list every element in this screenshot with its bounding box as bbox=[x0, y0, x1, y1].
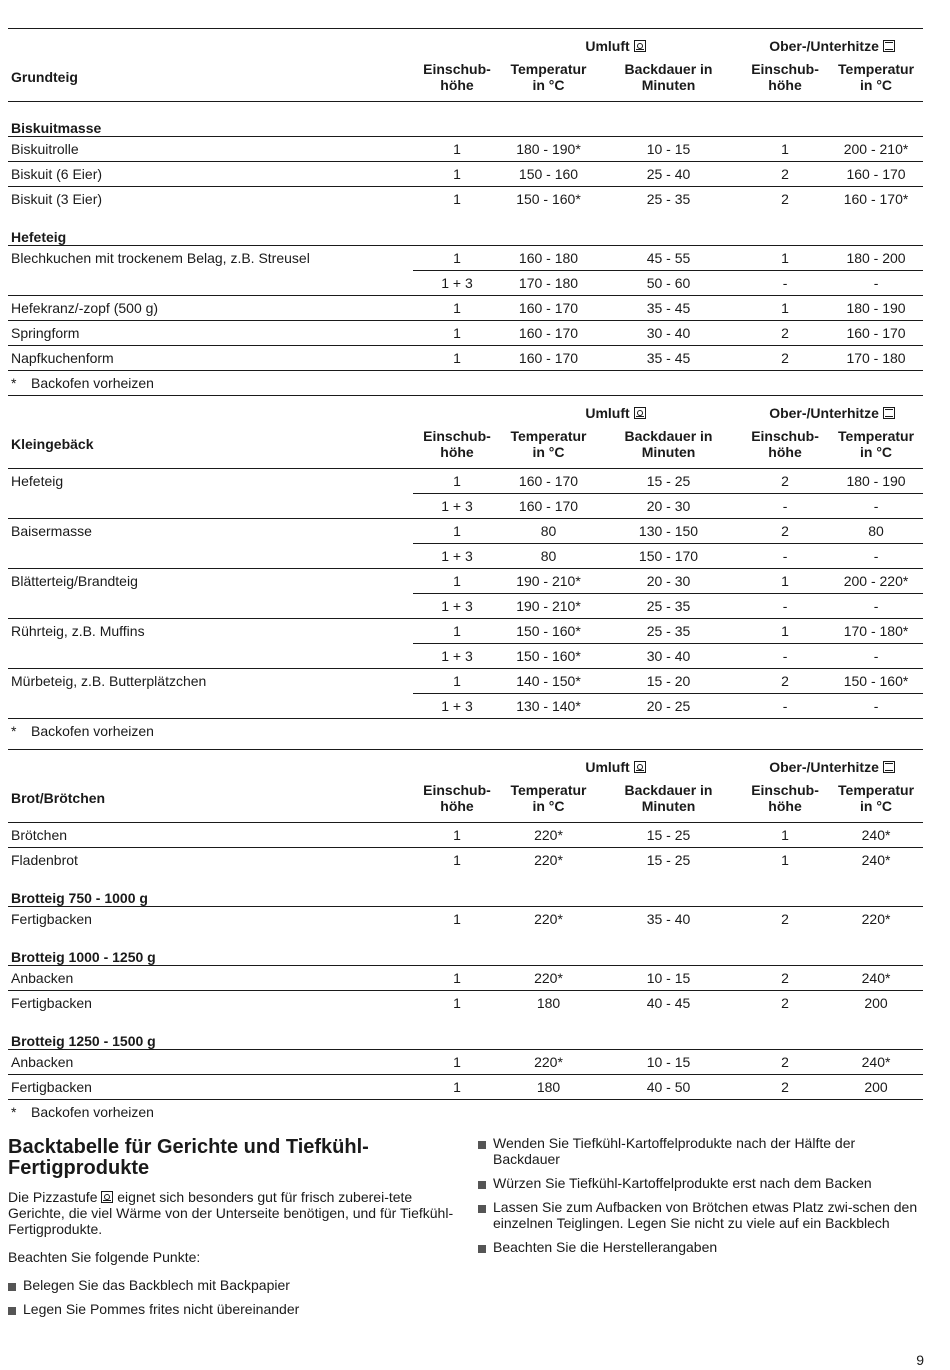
umluft-header bbox=[413, 750, 741, 779]
umluft-temperature: 160 - 170 bbox=[501, 296, 596, 321]
group-title-row bbox=[8, 872, 923, 907]
footnote-star: * bbox=[11, 723, 17, 739]
oberunter-temperature: 200 bbox=[829, 991, 923, 1016]
umluft-shelf: 1 + 3 bbox=[413, 594, 501, 619]
table-row bbox=[8, 594, 923, 619]
umluft-temperature: 220* bbox=[501, 907, 596, 932]
oberunter-shelf: 2 bbox=[741, 966, 829, 991]
baking-time: 15 - 25 bbox=[596, 823, 741, 848]
baking-time: 130 - 150 bbox=[596, 519, 741, 544]
oberunter-temperature: 170 - 180 bbox=[829, 346, 923, 371]
footnote bbox=[8, 1100, 923, 1124]
baking-table-block bbox=[8, 395, 923, 743]
dish-name: Springform bbox=[8, 321, 413, 346]
umluft-shelf: 1 bbox=[413, 619, 501, 644]
umluft-temperature: 150 - 160* bbox=[501, 187, 596, 212]
dish-name: Hefeteig bbox=[8, 469, 413, 494]
oberunter-shelf: 2 bbox=[741, 187, 829, 212]
baking-time: 20 - 25 bbox=[596, 694, 741, 719]
temperature-header bbox=[829, 424, 923, 469]
baking-time: 15 - 25 bbox=[596, 848, 741, 873]
oberunter-label: Ober-/Unterhitze bbox=[769, 759, 879, 775]
header-line: höhe bbox=[440, 798, 474, 814]
baking-time: 150 - 170 bbox=[596, 544, 741, 569]
dish-name: Biskuit (3 Eier) bbox=[8, 187, 413, 212]
baking-time: 35 - 45 bbox=[596, 346, 741, 371]
dish-name: Napfkuchenform bbox=[8, 346, 413, 371]
group-title: Brotteig 750 - 1000 g bbox=[11, 890, 148, 906]
table-heading: Kleingebäck bbox=[11, 436, 94, 452]
oberunter-shelf: 1 bbox=[741, 823, 829, 848]
umluft-shelf: 1 bbox=[413, 187, 501, 212]
oberunter-temperature: - bbox=[829, 494, 923, 519]
table-row bbox=[8, 1050, 923, 1075]
umluft-shelf: 1 bbox=[413, 966, 501, 991]
umluft-shelf: 1 bbox=[413, 669, 501, 694]
oberunter-shelf: 2 bbox=[741, 162, 829, 187]
header-line: in °C bbox=[532, 444, 565, 460]
table-row bbox=[8, 991, 923, 1016]
umluft-shelf: 1 bbox=[413, 296, 501, 321]
baking-time: 45 - 55 bbox=[596, 246, 741, 271]
umluft-shelf: 1 bbox=[413, 162, 501, 187]
baking-table-block bbox=[8, 28, 923, 395]
table-mode-header bbox=[8, 750, 923, 779]
table-row bbox=[8, 823, 923, 848]
umluft-temperature: 130 - 140* bbox=[501, 694, 596, 719]
baking-time-header bbox=[596, 57, 741, 102]
oberunter-temperature: 160 - 170* bbox=[829, 187, 923, 212]
umluft-temperature: 180 bbox=[501, 1075, 596, 1100]
baking-time: 25 - 40 bbox=[596, 162, 741, 187]
umluft-shelf: 1 bbox=[413, 823, 501, 848]
table-column-header bbox=[8, 57, 923, 102]
shelf-level-header bbox=[413, 778, 501, 823]
oberunter-header bbox=[741, 396, 923, 425]
baking-time: 30 - 40 bbox=[596, 644, 741, 669]
umluft-shelf: 1 bbox=[413, 321, 501, 346]
dish-name bbox=[8, 644, 413, 669]
top-bottom-heat-icon bbox=[883, 40, 895, 52]
section-title-line-2: Fertigprodukte bbox=[8, 1157, 150, 1179]
umluft-temperature: 220* bbox=[501, 848, 596, 873]
footnote bbox=[8, 371, 923, 395]
umluft-temperature: 170 - 180 bbox=[501, 271, 596, 296]
section-intro bbox=[8, 1189, 458, 1237]
umluft-shelf: 1 bbox=[413, 991, 501, 1016]
oberunter-temperature: 180 - 190 bbox=[829, 296, 923, 321]
oberunter-shelf: 2 bbox=[741, 669, 829, 694]
baking-time: 40 - 45 bbox=[596, 991, 741, 1016]
umluft-temperature: 190 - 210* bbox=[501, 594, 596, 619]
oberunter-shelf: 2 bbox=[741, 321, 829, 346]
dish-name: Baisermasse bbox=[8, 519, 413, 544]
bullet-item: Würzen Sie Tiefkühl-Kartoffelprodukte erst nach dem Backen bbox=[478, 1175, 923, 1191]
table-heading: Grundteig bbox=[11, 69, 78, 85]
shelf-level-header bbox=[741, 778, 829, 823]
header-line: Einschub- bbox=[751, 428, 819, 444]
header-line: Temperatur bbox=[838, 61, 915, 77]
table-row bbox=[8, 544, 923, 569]
bullet-item: Lassen Sie zum Aufbacken von Brötchen etwas Platz zwi-schen den einzelnen Teiglingen. Legen Sie nicht zu viele auf ein Backblech bbox=[478, 1199, 923, 1231]
table-row bbox=[8, 162, 923, 187]
header-line: in °C bbox=[860, 798, 893, 814]
header-line: Temperatur bbox=[510, 428, 587, 444]
oberunter-shelf: 2 bbox=[741, 991, 829, 1016]
umluft-temperature: 80 bbox=[501, 519, 596, 544]
umluft-temperature: 150 - 160 bbox=[501, 162, 596, 187]
baking-time: 10 - 15 bbox=[596, 137, 741, 162]
page-number: 9 bbox=[916, 1352, 924, 1368]
baking-time: 25 - 35 bbox=[596, 619, 741, 644]
umluft-shelf: 1 bbox=[413, 848, 501, 873]
oberunter-temperature: 170 - 180* bbox=[829, 619, 923, 644]
umluft-temperature: 160 - 170 bbox=[501, 321, 596, 346]
table-row bbox=[8, 966, 923, 991]
dish-name bbox=[8, 594, 413, 619]
temperature-header bbox=[829, 778, 923, 823]
section-left-column bbox=[8, 1135, 458, 1325]
baking-time: 20 - 30 bbox=[596, 494, 741, 519]
oberunter-shelf: 2 bbox=[741, 519, 829, 544]
bullet-item: Legen Sie Pommes frites nicht übereinander bbox=[8, 1301, 458, 1317]
group-title-row bbox=[8, 931, 923, 966]
oberunter-temperature: 200 - 210* bbox=[829, 137, 923, 162]
table-row bbox=[8, 296, 923, 321]
umluft-shelf: 1 bbox=[413, 469, 501, 494]
baking-table bbox=[8, 28, 923, 371]
shelf-level-header bbox=[413, 57, 501, 102]
left-bullet-list bbox=[8, 1277, 458, 1317]
umluft-temperature: 180 - 190* bbox=[501, 137, 596, 162]
oberunter-temperature: 240* bbox=[829, 966, 923, 991]
baking-time-header bbox=[596, 778, 741, 823]
oberunter-temperature: 200 bbox=[829, 1075, 923, 1100]
umluft-shelf: 1 + 3 bbox=[413, 494, 501, 519]
dish-name: Mürbeteig, z.B. Butterplätzchen bbox=[8, 669, 413, 694]
umluft-label: Umluft bbox=[585, 405, 630, 421]
section-title-line-1: Backtabelle für Gerichte und Tiefkühl- bbox=[8, 1136, 369, 1158]
oberunter-temperature: 180 - 190 bbox=[829, 469, 923, 494]
group-title: Biskuitmasse bbox=[8, 102, 923, 137]
oberunter-shelf: - bbox=[741, 644, 829, 669]
baking-time-header bbox=[596, 424, 741, 469]
header-line: Backdauer in bbox=[624, 428, 713, 444]
shelf-level-header bbox=[413, 424, 501, 469]
bullet-item: Beachten Sie die Herstellerangaben bbox=[478, 1239, 923, 1255]
oberunter-shelf: 2 bbox=[741, 1050, 829, 1075]
header-line: Einschub- bbox=[423, 428, 491, 444]
footnote-star: * bbox=[11, 375, 17, 391]
temperature-header bbox=[501, 57, 596, 102]
table-column-header bbox=[8, 778, 923, 823]
dish-name: Rührteig, z.B. Muffins bbox=[8, 619, 413, 644]
table-row bbox=[8, 519, 923, 544]
baking-time: 35 - 40 bbox=[596, 907, 741, 932]
baking-table-block bbox=[8, 749, 923, 1124]
umluft-shelf: 1 + 3 bbox=[413, 544, 501, 569]
table-row bbox=[8, 569, 923, 594]
table-row bbox=[8, 848, 923, 873]
footnote-text: Backofen vorheizen bbox=[31, 723, 154, 739]
header-line: Einschub- bbox=[751, 782, 819, 798]
footnote bbox=[8, 719, 923, 743]
baking-time: 10 - 15 bbox=[596, 1050, 741, 1075]
header-line: Temperatur bbox=[510, 782, 587, 798]
oberunter-temperature: 240* bbox=[829, 823, 923, 848]
table-row bbox=[8, 644, 923, 669]
baking-time: 15 - 25 bbox=[596, 469, 741, 494]
oberunter-header bbox=[741, 29, 923, 58]
dish-name: Biskuit (6 Eier) bbox=[8, 162, 413, 187]
dish-name: Fertigbacken bbox=[8, 1075, 413, 1100]
header-line: höhe bbox=[440, 77, 474, 93]
header-line: Minuten bbox=[641, 77, 696, 93]
dish-name: Blechkuchen mit trockenem Belag, z.B. Streusel bbox=[8, 246, 413, 271]
header-line: Temperatur bbox=[838, 428, 915, 444]
table-row bbox=[8, 494, 923, 519]
footnote-text: Backofen vorheizen bbox=[31, 375, 154, 391]
umluft-shelf: 1 bbox=[413, 1050, 501, 1075]
umluft-shelf: 1 bbox=[413, 137, 501, 162]
baking-time: 15 - 20 bbox=[596, 669, 741, 694]
oberunter-temperature: 150 - 160* bbox=[829, 669, 923, 694]
baking-table bbox=[8, 749, 923, 1100]
section-title bbox=[8, 1137, 458, 1179]
table-mode-header bbox=[8, 29, 923, 58]
top-bottom-heat-icon bbox=[883, 407, 895, 419]
fan-heat-icon bbox=[634, 761, 646, 773]
header-line: höhe bbox=[768, 444, 802, 460]
dish-name: Anbacken bbox=[8, 966, 413, 991]
section-note-heading: Beachten Sie folgende Punkte: bbox=[8, 1249, 201, 1265]
pizza-setting-icon bbox=[101, 1191, 113, 1203]
group-title-row bbox=[8, 102, 923, 137]
header-line: in °C bbox=[532, 77, 565, 93]
bullet-item: Belegen Sie das Backblech mit Backpapier bbox=[8, 1277, 458, 1293]
oberunter-shelf: - bbox=[741, 494, 829, 519]
oberunter-shelf: - bbox=[741, 544, 829, 569]
umluft-header bbox=[413, 396, 741, 425]
oberunter-temperature: 180 - 200 bbox=[829, 246, 923, 271]
header-line: höhe bbox=[440, 444, 474, 460]
umluft-temperature: 150 - 160* bbox=[501, 644, 596, 669]
oberunter-shelf: - bbox=[741, 271, 829, 296]
oberunter-temperature: - bbox=[829, 544, 923, 569]
umluft-shelf: 1 bbox=[413, 907, 501, 932]
umluft-shelf: 1 bbox=[413, 346, 501, 371]
umluft-shelf: 1 + 3 bbox=[413, 644, 501, 669]
table-row bbox=[8, 907, 923, 932]
dish-name: Anbacken bbox=[8, 1050, 413, 1075]
oberunter-temperature: 200 - 220* bbox=[829, 569, 923, 594]
umluft-temperature: 220* bbox=[501, 823, 596, 848]
umluft-shelf: 1 + 3 bbox=[413, 271, 501, 296]
oberunter-shelf: 2 bbox=[741, 907, 829, 932]
table-row bbox=[8, 346, 923, 371]
group-title: Brotteig 1000 - 1250 g bbox=[11, 949, 156, 965]
umluft-temperature: 160 - 180 bbox=[501, 246, 596, 271]
fan-heat-icon bbox=[634, 407, 646, 419]
umluft-temperature: 80 bbox=[501, 544, 596, 569]
oberunter-shelf: 2 bbox=[741, 469, 829, 494]
dish-name bbox=[8, 694, 413, 719]
baking-time: 40 - 50 bbox=[596, 1075, 741, 1100]
baking-time: 20 - 30 bbox=[596, 569, 741, 594]
header-line: in °C bbox=[532, 798, 565, 814]
table-row bbox=[8, 619, 923, 644]
dish-name bbox=[8, 494, 413, 519]
oberunter-shelf: 1 bbox=[741, 619, 829, 644]
oberunter-label: Ober-/Unterhitze bbox=[769, 405, 879, 421]
oberunter-header bbox=[741, 750, 923, 779]
intro-text-start: Die Pizzastufe bbox=[8, 1189, 98, 1205]
baking-time: 30 - 40 bbox=[596, 321, 741, 346]
table-row bbox=[8, 271, 923, 296]
umluft-shelf: 1 bbox=[413, 519, 501, 544]
oberunter-shelf: 1 bbox=[741, 848, 829, 873]
umluft-temperature: 160 - 170 bbox=[501, 346, 596, 371]
shelf-level-header bbox=[741, 57, 829, 102]
oberunter-temperature: - bbox=[829, 694, 923, 719]
oberunter-shelf: 1 bbox=[741, 296, 829, 321]
dish-name: Fertigbacken bbox=[8, 991, 413, 1016]
umluft-shelf: 1 bbox=[413, 246, 501, 271]
umluft-temperature: 220* bbox=[501, 966, 596, 991]
oberunter-shelf: - bbox=[741, 694, 829, 719]
header-line: Temperatur bbox=[838, 782, 915, 798]
oberunter-shelf: - bbox=[741, 594, 829, 619]
fan-heat-icon bbox=[634, 40, 646, 52]
umluft-temperature: 150 - 160* bbox=[501, 619, 596, 644]
umluft-temperature: 160 - 170 bbox=[501, 494, 596, 519]
header-line: in °C bbox=[860, 77, 893, 93]
baking-time: 35 - 45 bbox=[596, 296, 741, 321]
dish-name bbox=[8, 544, 413, 569]
umluft-temperature: 140 - 150* bbox=[501, 669, 596, 694]
umluft-header bbox=[413, 29, 741, 58]
oberunter-shelf: 2 bbox=[741, 346, 829, 371]
header-line: Temperatur bbox=[510, 61, 587, 77]
oberunter-temperature: - bbox=[829, 644, 923, 669]
oberunter-temperature: 80 bbox=[829, 519, 923, 544]
baking-time: 10 - 15 bbox=[596, 966, 741, 991]
table-row bbox=[8, 469, 923, 494]
table-row bbox=[8, 246, 923, 271]
umluft-shelf: 1 + 3 bbox=[413, 694, 501, 719]
dish-name: Blätterteig/Brandteig bbox=[8, 569, 413, 594]
dish-name: Brötchen bbox=[8, 823, 413, 848]
dish-name bbox=[8, 271, 413, 296]
section-right-column bbox=[478, 1135, 923, 1263]
right-bullet-list bbox=[478, 1135, 923, 1255]
group-title-row bbox=[8, 211, 923, 246]
temperature-header bbox=[829, 57, 923, 102]
oberunter-label: Ober-/Unterhitze bbox=[769, 38, 879, 54]
header-line: Einschub- bbox=[751, 61, 819, 77]
group-title: Brotteig 1250 - 1500 g bbox=[11, 1033, 156, 1049]
umluft-label: Umluft bbox=[585, 759, 630, 775]
dish-name: Hefekranz/-zopf (500 g) bbox=[8, 296, 413, 321]
header-line: Einschub- bbox=[423, 61, 491, 77]
dish-name: Biskuitrolle bbox=[8, 137, 413, 162]
table-row bbox=[8, 137, 923, 162]
header-line: höhe bbox=[768, 798, 802, 814]
table-mode-header bbox=[8, 396, 923, 425]
header-line: Minuten bbox=[641, 798, 696, 814]
table-row bbox=[8, 187, 923, 212]
table-row bbox=[8, 321, 923, 346]
oberunter-temperature: 160 - 170 bbox=[829, 321, 923, 346]
table-column-header bbox=[8, 424, 923, 469]
header-line: Minuten bbox=[641, 444, 696, 460]
oberunter-temperature: 160 - 170 bbox=[829, 162, 923, 187]
table-row bbox=[8, 694, 923, 719]
footnote-star: * bbox=[11, 1104, 17, 1120]
header-line: Einschub- bbox=[423, 782, 491, 798]
umluft-temperature: 190 - 210* bbox=[501, 569, 596, 594]
bullet-item: Wenden Sie Tiefkühl-Kartoffelprodukte nach der Hälfte der Backdauer bbox=[478, 1135, 923, 1167]
umluft-shelf: 1 bbox=[413, 569, 501, 594]
footnote-text: Backofen vorheizen bbox=[31, 1104, 154, 1120]
temperature-header bbox=[501, 424, 596, 469]
oberunter-temperature: 240* bbox=[829, 1050, 923, 1075]
group-title-row bbox=[8, 1015, 923, 1050]
header-line: höhe bbox=[768, 77, 802, 93]
baking-time: 50 - 60 bbox=[596, 271, 741, 296]
header-line: Backdauer in bbox=[624, 61, 713, 77]
oberunter-shelf: 1 bbox=[741, 137, 829, 162]
header-line: in °C bbox=[860, 444, 893, 460]
oberunter-shelf: 1 bbox=[741, 246, 829, 271]
table-row bbox=[8, 669, 923, 694]
group-title: Hefeteig bbox=[11, 229, 67, 245]
temperature-header bbox=[501, 778, 596, 823]
shelf-level-header bbox=[741, 424, 829, 469]
header-line: Backdauer in bbox=[624, 782, 713, 798]
umluft-temperature: 160 - 170 bbox=[501, 469, 596, 494]
oberunter-temperature: - bbox=[829, 271, 923, 296]
dish-name: Fladenbrot bbox=[8, 848, 413, 873]
table-row bbox=[8, 1075, 923, 1100]
intro-text-rest: eignet sich besonders gut für frisch zuberei-tete Gerichte, die viel Wärme von der Unterseite benötigen, und für Tiefkühl-Fertigprodukte. bbox=[8, 1189, 454, 1237]
dish-name: Fertigbacken bbox=[8, 907, 413, 932]
umluft-label: Umluft bbox=[585, 38, 630, 54]
oberunter-shelf: 2 bbox=[741, 1075, 829, 1100]
table-heading: Brot/Brötchen bbox=[11, 790, 106, 806]
oberunter-shelf: 1 bbox=[741, 569, 829, 594]
umluft-temperature: 220* bbox=[501, 1050, 596, 1075]
umluft-temperature: 180 bbox=[501, 991, 596, 1016]
oberunter-temperature: - bbox=[829, 594, 923, 619]
oberunter-temperature: 220* bbox=[829, 907, 923, 932]
baking-time: 25 - 35 bbox=[596, 594, 741, 619]
oberunter-temperature: 240* bbox=[829, 848, 923, 873]
baking-table bbox=[8, 395, 923, 719]
baking-time: 25 - 35 bbox=[596, 187, 741, 212]
top-bottom-heat-icon bbox=[883, 761, 895, 773]
umluft-shelf: 1 bbox=[413, 1075, 501, 1100]
